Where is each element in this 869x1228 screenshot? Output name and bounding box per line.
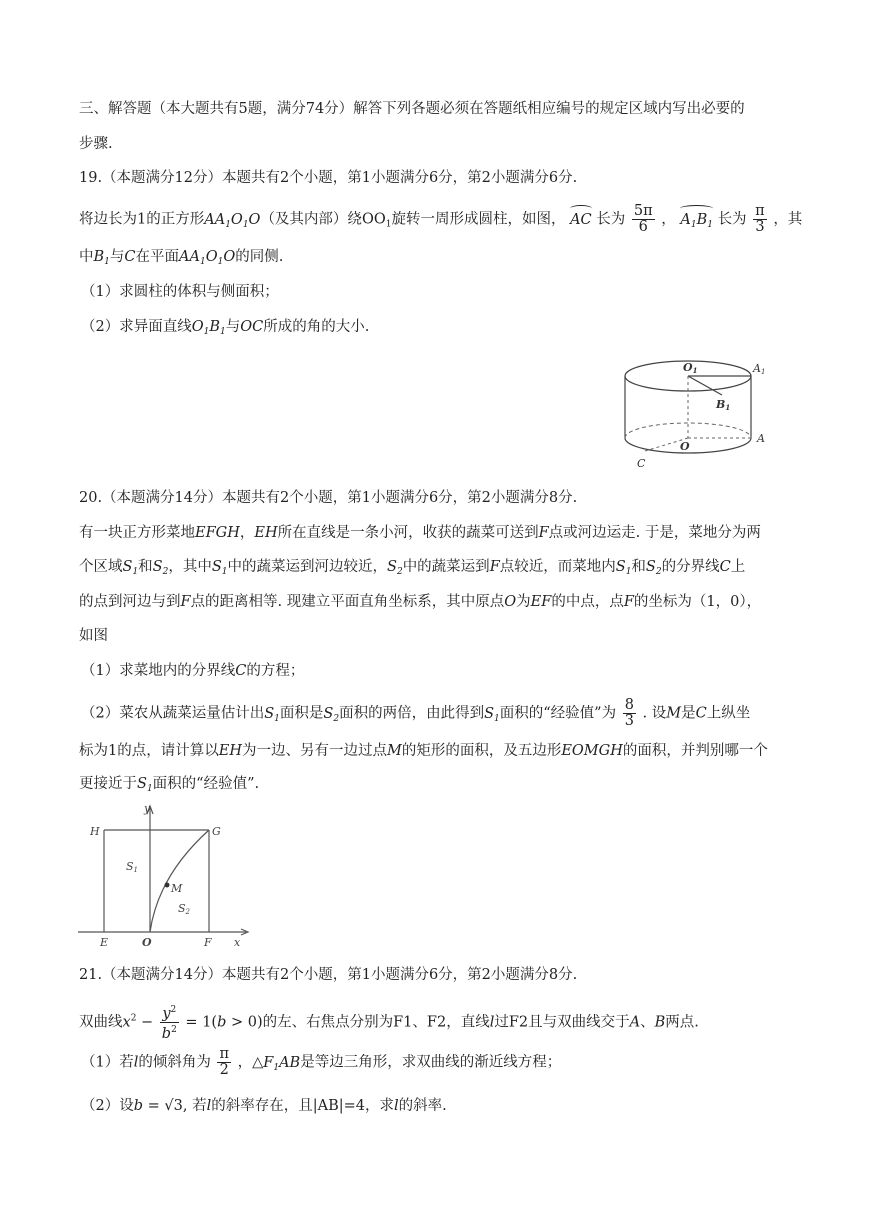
label-x: x — [234, 936, 241, 949]
q19-statement-line1: 将边长为1的正方形$AA_1O_1O$（及其内部）绕$OO_1$旋转一周形成圆柱，如图， AC 长为 $\frac{5\pi}{6}$ ， $A_1B_1$ 长为 $\frac{\pi}{3}$ ，其 — [79, 203, 803, 235]
label-o: O — [142, 936, 152, 949]
q20-header: 20.（本题满分14分）本题共有2个小题，第1小题满分6分，第2小题满分8分. — [79, 490, 578, 506]
arc-a1b1: $A_1B_1$ — [680, 208, 713, 235]
label-o: O — [680, 440, 690, 453]
q19-sub2: （2）求异面直线$O_1B_1$与OC所成的角的大小. — [81, 319, 370, 337]
q21-sub1: （1）若l的倾斜角为 $\frac{\pi}{2}$ ，$\triangle F_1AB$是等边三角形，求双曲线的渐近线方程； — [81, 1046, 562, 1078]
q20-sub1: （1）求菜地内的分界线C的方程； — [81, 663, 305, 679]
q19-sub1: （1）求圆柱的体积与侧面积； — [81, 284, 279, 300]
q20-statement-line1: 有一块正方形菜地EFGH，EH所在直线是一条小河，收获的蔬菜可送到F点或河边运走. 于是，菜地分为两 — [79, 525, 761, 541]
label-y: y — [144, 802, 151, 815]
label-g: G — [212, 825, 221, 838]
section-heading: 三、解答题（本大题共有5题，满分74分）解答下列各题必须在答题纸相应编号的规定区域内写出必要的 — [79, 101, 745, 117]
q20-statement-line2: 个区域$S_1$和$S_2$，其中$S_1$中的蔬菜运到河边较近，$S_2$中的蔬菜运到F点较近，而菜地内$S_1$和$S_2$的分界线C上 — [79, 559, 746, 577]
label-b1: B1 — [716, 398, 731, 412]
q19-header: 19.（本题满分12分）本题共有2个小题，第1小题满分6分，第2小题满分6分. — [79, 170, 578, 186]
label-a1: A1 — [753, 362, 766, 376]
label-h: H — [90, 825, 100, 838]
fraction-5pi-6: $\frac{5\pi}{6}$ — [633, 203, 653, 235]
q21-sub2: （2）设b = √3, 若l的斜率存在，且|AB|=4，求l的斜率. — [81, 1098, 447, 1114]
q20-statement-line4: 如图 — [79, 628, 108, 644]
label-e: E — [100, 936, 109, 949]
label-s1: S1 — [126, 860, 139, 874]
fraction-8-3: $\frac{8}{3}$ — [624, 697, 634, 729]
label-f: F — [204, 936, 212, 949]
q20-sub2-line2: 标为1的点，请计算以EH为一边、另有一边过点M的矩形的面积，及五边形EOMGH的面积，并判别哪一个 — [79, 743, 768, 759]
field-figure — [76, 800, 256, 954]
arc-ac: AC — [570, 208, 592, 230]
cylinder-figure — [612, 352, 782, 474]
fraction-pi-3: $\frac{\pi}{3}$ — [755, 203, 765, 235]
label-m: M — [171, 882, 183, 895]
fraction-y2-b2: $\frac{y^2}{b^2}$ — [161, 1005, 177, 1042]
q21-header: 21.（本题满分14分）本题共有2个小题，第1小题满分6分，第2小题满分8分. — [79, 967, 578, 983]
q19-statement-line2: 中$B_1$与C在平面$AA_1O_1O$的同侧. — [79, 249, 284, 267]
q20-sub2: （2）菜农从蔬菜运量估计出$S_1$面积是$S_2$面积的两倍，由此得到$S_1$面积的“经验值”为 $\frac{8}{3}$ . 设M是C上纵坐 — [81, 697, 751, 729]
label-a: A — [757, 432, 765, 445]
label-s2: S2 — [178, 902, 191, 916]
label-c: C — [637, 457, 646, 470]
section-heading-cont: 步骤. — [79, 136, 113, 152]
q21-statement: 双曲线$x^2$ − $\frac{y^2}{b^2}$ = 1(b > 0)的左、右焦点分别为F1、F2，直线l过F2且与双曲线交于A、B两点. — [79, 1005, 699, 1042]
label-o1: O1 — [683, 361, 698, 375]
q20-sub2-line3: 更接近于$S_1$面积的“经验值”. — [79, 776, 260, 794]
q20-statement-line3: 的点到河边与到F点的距离相等. 现建立平面直角坐标系，其中原点O为EF的中点，点F的坐标为（1，0）， — [79, 594, 762, 610]
fraction-pi-2: $\frac{\pi}{2}$ — [219, 1046, 230, 1078]
